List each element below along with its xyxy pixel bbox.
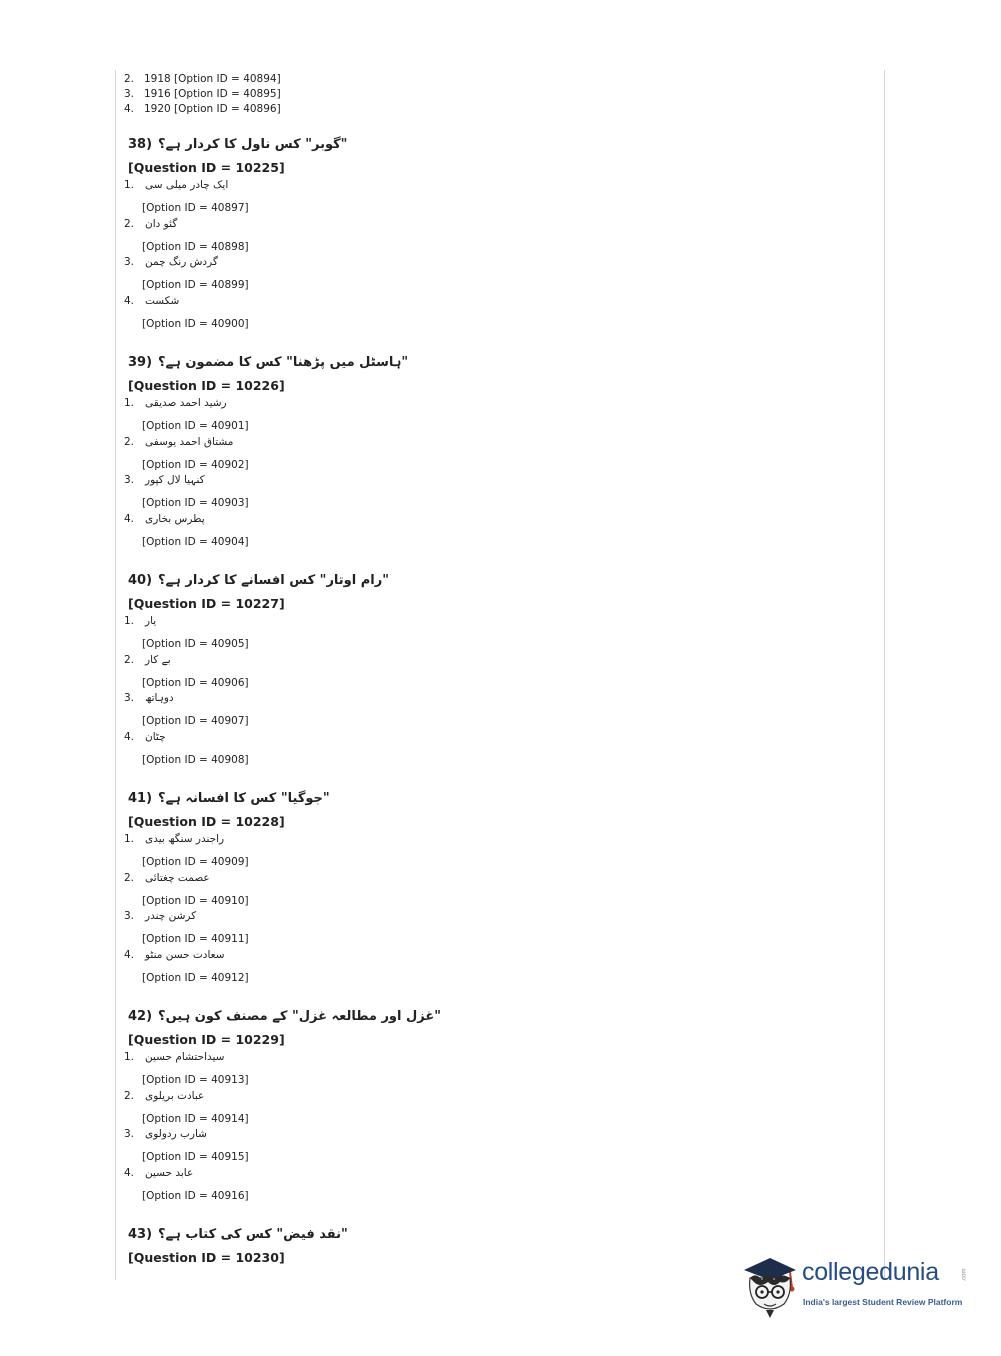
option-item (124, 254, 864, 293)
option-item (124, 690, 864, 729)
question-paper (124, 72, 864, 1265)
question-title (124, 788, 864, 810)
option-text: عصمت چغتائی (145, 871, 210, 884)
previous-option-line (124, 87, 864, 102)
option-item (124, 293, 864, 332)
option-text: کرشن چندر (145, 910, 197, 922)
option-number: 1. (124, 615, 135, 627)
option-number: 1. (124, 179, 135, 191)
option-number: 2. (124, 1089, 135, 1102)
option-item (124, 1049, 864, 1088)
option-id: [Option ID = 40915] (142, 1151, 249, 1163)
question-block (124, 352, 864, 549)
previous-option-line (124, 102, 864, 117)
option-text: یار (145, 615, 157, 627)
option-number: 2. (124, 435, 135, 448)
question-id: [Question ID = 10225] (128, 160, 285, 175)
option-text: 1918 [Option ID = 40894] (144, 73, 281, 85)
option-number: 3. (124, 1128, 135, 1140)
option-id: [Option ID = 40897] (142, 202, 249, 214)
question-number: 39) (128, 355, 153, 370)
question-text: "جوگیا" کس کا افسانہ ہے؟ (158, 791, 330, 806)
option-item (124, 434, 864, 473)
page-border-right (884, 70, 885, 1280)
option-number: 3. (124, 88, 135, 100)
collegedunia-logo (740, 1248, 970, 1320)
option-number: 4. (124, 948, 135, 961)
option-number: 2. (124, 217, 135, 230)
option-number: 4. (124, 294, 135, 307)
option-text: چٹان (145, 730, 166, 743)
logo-brand-name: collegedunia (802, 1258, 939, 1286)
question-title (124, 1224, 864, 1246)
logo-tagline: India's largest Student Review Platform (803, 1297, 963, 1307)
option-id: [Option ID = 40906] (142, 676, 249, 689)
option-item (124, 1165, 864, 1204)
option-id: [Option ID = 40911] (142, 933, 249, 945)
option-id: [Option ID = 40914] (142, 1112, 249, 1125)
question-number: 43) (128, 1227, 153, 1242)
previous-option-line (124, 72, 864, 87)
option-item (124, 831, 864, 870)
option-text: سیداحتشام حسین (145, 1051, 225, 1063)
option-id: [Option ID = 40899] (142, 279, 249, 291)
question-number: 42) (128, 1009, 153, 1024)
option-text: مشتاق احمد یوسفی (145, 435, 234, 448)
option-text: ایک چادر میلی سی (145, 179, 229, 191)
option-number: 1. (124, 833, 135, 845)
option-item (124, 511, 864, 550)
question-title (124, 134, 864, 156)
mascot-icon (740, 1248, 802, 1320)
option-id: [Option ID = 40909] (142, 856, 249, 868)
option-id: [Option ID = 40913] (142, 1074, 249, 1086)
question-block (124, 788, 864, 985)
option-id: [Option ID = 40912] (142, 971, 249, 984)
option-id: [Option ID = 40901] (142, 420, 249, 432)
option-id: [Option ID = 40905] (142, 638, 249, 650)
option-number: 3. (124, 474, 135, 486)
question-id: [Question ID = 10229] (128, 1032, 285, 1047)
question-text: "نقد فیض" کس کی کتاب ہے؟ (158, 1227, 348, 1242)
option-text: رشید احمد صدیقی (145, 397, 227, 409)
question-id: [Question ID = 10228] (128, 814, 285, 829)
option-number: 2. (124, 871, 135, 884)
question-block (124, 134, 864, 331)
option-text: 1920 [Option ID = 40896] (144, 103, 281, 115)
option-number: 3. (124, 256, 135, 268)
option-number: 4. (124, 730, 135, 743)
option-number: 2. (124, 653, 135, 666)
option-item (124, 1126, 864, 1165)
option-number: 1. (124, 397, 135, 409)
question-block (124, 1006, 864, 1203)
question-id: [Question ID = 10226] (128, 378, 285, 393)
question-id: [Question ID = 10230] (128, 1250, 285, 1265)
logo-dotcom: .com (961, 1268, 968, 1282)
option-id: [Option ID = 40916] (142, 1189, 249, 1202)
option-id: [Option ID = 40898] (142, 240, 249, 253)
question-text: "گوبر" کس ناول کا کردار ہے؟ (158, 137, 348, 152)
option-text: پطرس بخاری (145, 512, 205, 525)
option-id: [Option ID = 40904] (142, 535, 249, 548)
question-id: [Question ID = 10227] (128, 596, 285, 611)
option-text: گردش رنگ چمن (145, 256, 218, 268)
option-text: شارب ردولوی (145, 1128, 207, 1140)
question-number: 38) (128, 137, 153, 152)
option-number: 2. (124, 73, 135, 85)
previous-question-options (124, 72, 864, 117)
option-item (124, 870, 864, 909)
option-text: سعادت حسن منٹو (145, 948, 225, 961)
option-id: [Option ID = 40910] (142, 894, 249, 907)
option-text: 1916 [Option ID = 40895] (144, 88, 281, 100)
question-text: "غزل اور مطالعہ غزل" کے مصنف کون ہیں؟ (158, 1009, 442, 1024)
question-block (124, 570, 864, 767)
option-item (124, 1088, 864, 1127)
option-text: گئو دان (145, 217, 178, 230)
question-title (124, 1006, 864, 1028)
option-item (124, 729, 864, 768)
option-item (124, 908, 864, 947)
option-number: 4. (124, 512, 135, 525)
option-number: 3. (124, 910, 135, 922)
option-id: [Option ID = 40907] (142, 715, 249, 727)
option-text: کنہیا لال کپور (145, 474, 205, 486)
option-item (124, 177, 864, 216)
option-id: [Option ID = 40900] (142, 317, 249, 330)
question-number: 40) (128, 573, 153, 588)
option-number: 4. (124, 103, 135, 115)
question-title (124, 352, 864, 374)
option-number: 4. (124, 1166, 135, 1179)
option-item (124, 613, 864, 652)
option-text: دوہاتھ (145, 692, 174, 704)
option-number: 1. (124, 1051, 135, 1063)
option-text: عابد حسین (145, 1166, 194, 1179)
option-id: [Option ID = 40908] (142, 753, 249, 766)
option-id: [Option ID = 40903] (142, 497, 249, 509)
option-id: [Option ID = 40902] (142, 458, 249, 471)
option-item (124, 652, 864, 691)
question-number: 41) (128, 791, 153, 806)
question-text: "رام اوتار" کس افسانے کا کردار ہے؟ (158, 573, 389, 588)
option-number: 3. (124, 692, 135, 704)
option-item (124, 947, 864, 986)
page-border-left (115, 70, 116, 1280)
option-text: راجندر سنگھ بیدی (145, 833, 225, 845)
option-item (124, 395, 864, 434)
option-text: بے کار (145, 653, 171, 666)
option-item (124, 472, 864, 511)
option-item (124, 216, 864, 255)
option-text: عبادت بریلوی (145, 1089, 205, 1102)
question-title (124, 570, 864, 592)
option-text: شکست (145, 294, 180, 307)
question-text: "ہاسٹل میں پڑھنا" کس کا مضمون ہے؟ (158, 355, 409, 370)
